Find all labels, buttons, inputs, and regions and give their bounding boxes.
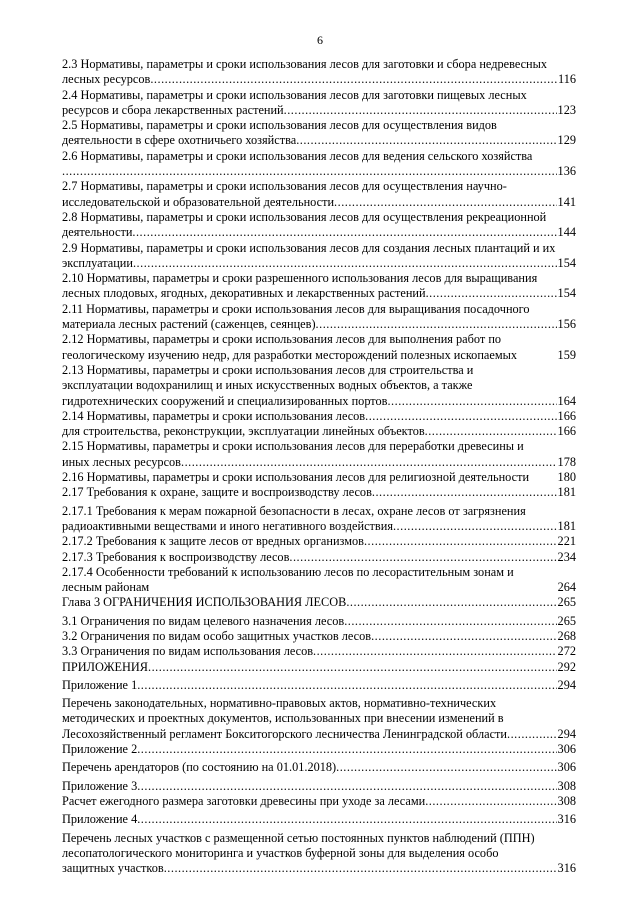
toc-entry xyxy=(62,550,576,565)
toc-page-number: 272 xyxy=(557,644,576,659)
dot-leader xyxy=(164,861,557,876)
toc-page-number: 308 xyxy=(557,793,576,808)
toc-entry-line: 2.13 Нормативы, параметры и сроки использования лесов для строительства и xyxy=(62,362,474,377)
toc-entry-title: Приложение 2 xyxy=(62,742,138,757)
toc-entry xyxy=(62,794,576,809)
dot-leader xyxy=(365,409,556,424)
dot-leader xyxy=(334,195,557,210)
toc-page-number: 316 xyxy=(557,861,576,876)
toc-entry-title: Глава 3 ОГРАНИЧЕНИЯ ИСПОЛЬЗОВАНИЯ ЛЕСОВ xyxy=(62,595,347,610)
toc-page-number: 292 xyxy=(557,659,576,674)
toc-entry-title: Перечень арендаторов (по состоянию на 01.01.2018) xyxy=(62,760,337,775)
toc-entry xyxy=(62,210,576,241)
dot-leader xyxy=(62,164,557,179)
toc-entry xyxy=(62,812,576,827)
toc-entry-title: 3.1 Ограничения по видам целевого назначения лесов xyxy=(62,613,345,628)
toc-entry-title: ресурсов и сбора лекарственных растений xyxy=(62,102,284,117)
dot-leader xyxy=(364,534,557,549)
toc-entry xyxy=(62,118,576,149)
toc-entry-title: лесных плодовых, ягодных, декоративных и лекарственных растений xyxy=(62,286,426,301)
toc-page-number: 180 xyxy=(557,470,576,485)
toc-entry xyxy=(62,424,576,439)
toc-page-number: 306 xyxy=(557,742,576,757)
toc-entry xyxy=(62,831,576,877)
toc-entry xyxy=(62,179,576,210)
dot-leader xyxy=(344,614,556,629)
dot-leader xyxy=(316,317,557,332)
toc-entry xyxy=(62,629,576,644)
toc-entry xyxy=(62,779,576,794)
table-of-contents xyxy=(62,57,576,876)
toc-entry xyxy=(62,678,576,693)
toc-entry xyxy=(62,439,576,470)
toc-entry-line: 2.17.1 Требования к мерам пожарной безопасности в лесах, охране лесов от загрязнения xyxy=(62,503,526,518)
toc-page-number: 181 xyxy=(557,518,576,533)
toc-entry xyxy=(62,363,576,409)
dot-leader xyxy=(425,424,557,439)
toc-page-number: 129 xyxy=(557,133,576,148)
dot-leader xyxy=(425,794,556,809)
toc-entry-line: 2.10 Нормативы, параметры и сроки разрешенного использования лесов для выращивания xyxy=(62,271,538,286)
toc-entry xyxy=(62,57,576,88)
dot-leader xyxy=(137,812,556,827)
toc-entry-title: лесных ресурсов xyxy=(62,72,151,87)
toc-entry-title: 2.17.3 Требования к воспроизводству лесов xyxy=(62,549,290,564)
toc-entry xyxy=(62,644,576,659)
dot-leader xyxy=(393,519,557,534)
toc-entry-title: защитных участков xyxy=(62,861,164,876)
toc-page-number: 178 xyxy=(557,454,576,469)
toc-page-number: 159 xyxy=(557,347,576,362)
toc-entry-line: лесопатологического мониторинга и участков буферной зоны для выделения особо xyxy=(62,845,499,860)
toc-entry xyxy=(62,149,576,180)
toc-entry-line: 2.4 Нормативы, параметры и сроки использования лесов для заготовки пищевых лесных xyxy=(62,87,527,102)
toc-entry-line: 2.17.4 Особенности требований к использованию лесов по лесорастительным зонам и xyxy=(62,564,514,579)
page-number: 6 xyxy=(317,33,323,47)
toc-page-number: 294 xyxy=(557,726,576,741)
toc-entry-title: для строительства, реконструкции, эксплуатации линейных объектов xyxy=(62,424,425,439)
toc-entry-line: Перечень законодательных, нормативно-правовых актов, нормативно-технических xyxy=(62,696,497,711)
toc-entry-title: радиоактивными веществами и иного негативного воздействия xyxy=(62,518,393,533)
toc-entry xyxy=(62,409,576,424)
toc-page-number: 221 xyxy=(557,534,576,549)
toc-entry xyxy=(62,660,576,675)
toc-page-number: 154 xyxy=(557,255,576,270)
toc-entry xyxy=(62,696,576,742)
toc-entry-line: Перечень лесных участков с размещенной сетью постоянных пунктов наблюдений (ППН) xyxy=(62,830,535,845)
toc-entry-title: 2.14 Нормативы, параметры и сроки использования лесов xyxy=(62,408,366,423)
toc-entry-title: иных лесных ресурсов xyxy=(62,454,181,469)
toc-entry-title: геологическому изучению недр, для разработки месторождений полезных ископаемых xyxy=(62,347,518,362)
dot-leader xyxy=(371,629,556,644)
dot-leader xyxy=(387,394,556,409)
toc-entry-line: эксплуатации водохранилищ и иных искусственных водных объектов, а также xyxy=(62,378,473,393)
toc-page-number: 265 xyxy=(557,595,576,610)
toc-entry-title: эксплуатации xyxy=(62,255,133,270)
toc-entry-title: ПРИЛОЖЕНИЯ xyxy=(62,659,149,674)
toc-entry-title: Приложение 3 xyxy=(62,778,138,793)
dot-leader xyxy=(148,660,557,675)
toc-entry-line: 2.11 Нормативы, параметры и сроки использования лесов для выращивания посадочного xyxy=(62,301,530,316)
toc-entry-line: 2.15 Нормативы, параметры и сроки использования лесов для переработки древесины и xyxy=(62,439,524,454)
toc-page-number: 166 xyxy=(557,408,576,423)
toc-page-number: 141 xyxy=(557,194,576,209)
dot-leader xyxy=(137,779,556,794)
toc-page-number: 166 xyxy=(557,424,576,439)
dot-leader xyxy=(137,678,556,693)
toc-entry-title: деятельности xyxy=(62,225,133,240)
dot-leader xyxy=(181,455,557,470)
dot-leader xyxy=(137,742,556,757)
toc-entry-title: лесным районам xyxy=(62,580,150,595)
dot-leader xyxy=(132,225,556,240)
toc-entry-title: Приложение 4 xyxy=(62,812,138,827)
toc-page-number: 268 xyxy=(557,628,576,643)
toc-entry-title: гидротехнических сооружений и специализированных портов xyxy=(62,393,388,408)
toc-page-number: 144 xyxy=(557,225,576,240)
toc-page-number: 234 xyxy=(557,549,576,564)
dot-leader xyxy=(296,133,556,148)
toc-entry-line: 2.12 Нормативы, параметры и сроки использования лесов для выполнения работ по xyxy=(62,332,502,347)
toc-page-number: 294 xyxy=(557,677,576,692)
toc-entry xyxy=(62,504,576,535)
toc-entry-title: деятельности в сфере охотничьего хозяйства xyxy=(62,133,297,148)
toc-page-number: 156 xyxy=(557,317,576,332)
toc-entry-title: 3.3 Ограничения по видам использования лесов xyxy=(62,644,314,659)
toc-page-number: 116 xyxy=(558,72,576,87)
toc-entry-line: 2.8 Нормативы, параметры и сроки использования лесов для осуществления рекреационной xyxy=(62,209,547,224)
toc-entry xyxy=(62,88,576,119)
toc-page-number: 306 xyxy=(557,760,576,775)
dot-leader xyxy=(133,256,557,271)
dot-leader xyxy=(289,550,556,565)
toc-entry xyxy=(62,332,576,363)
toc-entry-title: 2.16 Нормативы, параметры и сроки использования лесов для религиозной деятельности xyxy=(62,470,530,485)
toc-entry-title: 3.2 Ограничения по видам особо защитных участков лесов xyxy=(62,628,372,643)
toc-entry-title: исследовательской и образовательной деятельности xyxy=(62,194,335,209)
toc-entry-line: 2.5 Нормативы, параметры и сроки использования лесов для осуществления видов xyxy=(62,118,497,133)
toc-page-number: 123 xyxy=(557,102,576,117)
toc-entry xyxy=(62,302,576,333)
toc-page-number: 308 xyxy=(557,778,576,793)
toc-entry-line: 2.3 Нормативы, параметры и сроки использования лесов для заготовки и сбора недревесных xyxy=(62,57,548,71)
toc-entry xyxy=(62,241,576,272)
toc-entry xyxy=(62,742,576,757)
toc-entry-line: 2.9 Нормативы, параметры и сроки использования лесов для создания лесных плантаций и их xyxy=(62,240,556,255)
toc-page-number: 316 xyxy=(557,812,576,827)
toc-entry xyxy=(62,470,576,485)
toc-entry-title: Приложение 1 xyxy=(62,677,138,692)
toc-entry-line: 2.7 Нормативы, параметры и сроки использования лесов для осуществления научно- xyxy=(62,179,507,194)
toc-page-number: 265 xyxy=(557,613,576,628)
toc-page-number: 181 xyxy=(557,485,576,500)
dot-leader xyxy=(336,760,556,775)
toc-entry-title: 2.17.2 Требования к защите лесов от вредных организмов xyxy=(62,534,364,549)
toc-entry-title: Расчет ежегодного размера заготовки древесины при уходе за лесами xyxy=(62,793,426,808)
toc-entry-line: методических и проектных документов, использованных при внесении изменений в xyxy=(62,711,504,726)
toc-entry xyxy=(62,485,576,500)
toc-entry-title: Лесохозяйственный регламент Бокситогорского лесничества Ленинградской области xyxy=(62,726,508,741)
dot-leader xyxy=(313,644,557,659)
toc-entry xyxy=(62,595,576,610)
toc-entry xyxy=(62,534,576,549)
toc-page-number: 154 xyxy=(557,286,576,301)
toc-page-number: 164 xyxy=(557,393,576,408)
toc-entry xyxy=(62,614,576,629)
toc-entry xyxy=(62,565,576,596)
dot-leader xyxy=(284,103,557,118)
dot-leader xyxy=(426,286,557,301)
toc-entry xyxy=(62,271,576,302)
dot-leader xyxy=(372,485,557,500)
toc-page-number: 264 xyxy=(557,580,577,595)
dot-leader xyxy=(150,72,557,87)
toc-page-number: 136 xyxy=(557,164,576,179)
toc-entry xyxy=(62,760,576,775)
toc-entry-title: материала лесных растений (саженцев, сеянцев) xyxy=(62,317,316,332)
toc-entry-line: 2.6 Нормативы, параметры и сроки использования лесов для ведения сельского хозяйства xyxy=(62,148,533,163)
toc-entry-title: 2.17 Требования к охране, защите и воспроизводству лесов xyxy=(62,485,372,500)
dot-leader xyxy=(346,595,556,610)
dot-leader xyxy=(507,727,557,742)
